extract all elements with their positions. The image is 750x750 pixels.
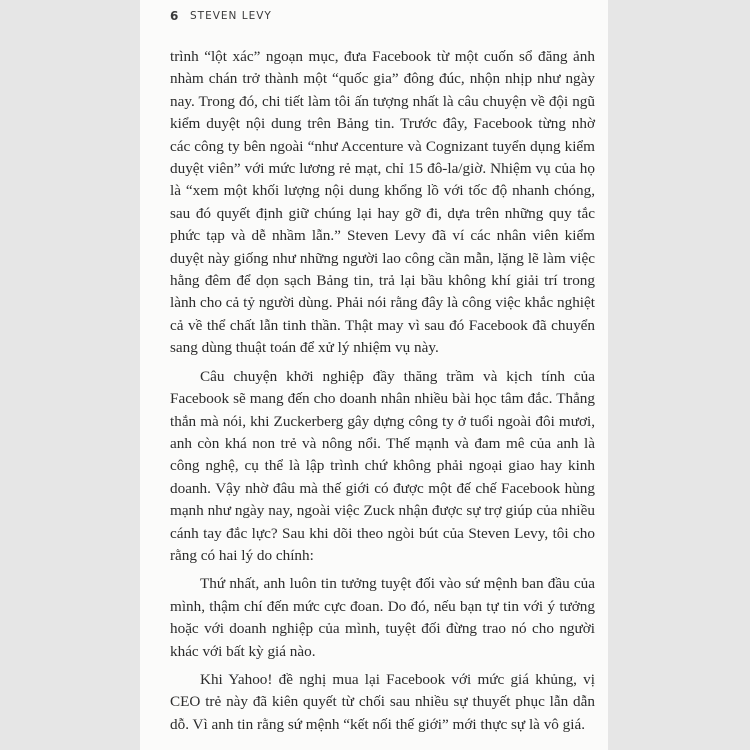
page-number: 6 xyxy=(170,9,179,23)
running-head: STEVEN LEVY xyxy=(190,10,272,22)
paragraph: trình “lột xác” ngoạn mục, đưa Facebook từ một cuốn sổ đăng ảnh nhàm chán trở thành một “quốc gia” đông đúc, nhộn nhịp như ngày nay. Trong đó, chi tiết làm tôi ấn tượng nhất là câu chuyện về đội ngũ kiểm duyệt nội dung trên Bảng tin. Trước đây, Facebook từng nhờ các công ty bên ngoài “như Accenture và Cognizant tuyển dụng kiểm duyệt viên” với mức lương rẻ mạt, chỉ 15 đô-la/giờ. Nhiệm vụ của họ là “xem một khối lượng nội dung khổng lồ với tốc độ nhanh chóng, sau đó quyết định giữ chúng lại hay gỡ đi, dựa trên những quy tắc phức tạp và dễ nhầm lẫn.” Steven Levy đã ví các nhân viên kiểm duyệt này giống như những người lao công cần mẫn, lặng lẽ làm việc hằng đêm để dọn sạch Bảng tin, trả lại bầu không khí giải trí trong lành cho cả tỷ người dùng. Phải nói rằng đây là công việc khắc nghiệt cả về thể chất lẫn tinh thần. Thật may vì sau đó Facebook đã chuyển sang dùng thuật toán để xử lý nhiệm vụ này. xyxy=(170,48,595,357)
paragraph: Khi Yahoo! đề nghị mua lại Facebook với mức giá khủng, vị CEO trẻ này đã kiên quyết từ chối sau nhiều sự thuyết phục lẫn dẫn dỗ. Vì anh tin rằng sứ mệnh “kết nối thế giới” mới thực sự là vô giá. xyxy=(170,670,595,733)
body-text xyxy=(170,46,595,736)
book-page xyxy=(140,0,608,750)
paragraph: Thứ nhất, anh luôn tin tưởng tuyệt đối vào sứ mệnh ban đầu của mình, thậm chí đến mức cực đoan. Do đó, nếu bạn tự tin với ý tưởng hoặc với doanh nghiệp của mình, tuyệt đối đừng trao nó cho người khác với bất kỳ giá nào. xyxy=(170,575,595,660)
paragraph: Câu chuyện khởi nghiệp đầy thăng trầm và kịch tính của Facebook sẽ mang đến cho doanh nhân nhiều bài học tâm đắc. Thẳng thắn mà nói, khi Zuckerberg gây dựng công ty ở tuổi ngoài đôi mươi, anh còn khá non trẻ và nông nổi. Thế mạnh và đam mê của anh là công nghệ, cụ thể là lập trình chứ không phải ngoại giao hay kinh doanh. Vậy nhờ đâu mà thế giới có được một đế chế Facebook hùng mạnh như ngày nay, ngoài việc Zuck nhận được sự trợ giúp của nhiều cánh tay đắc lực? Sau khi dõi theo ngòi bút của Steven Levy, tôi cho rằng có hai lý do chính: xyxy=(170,367,595,564)
